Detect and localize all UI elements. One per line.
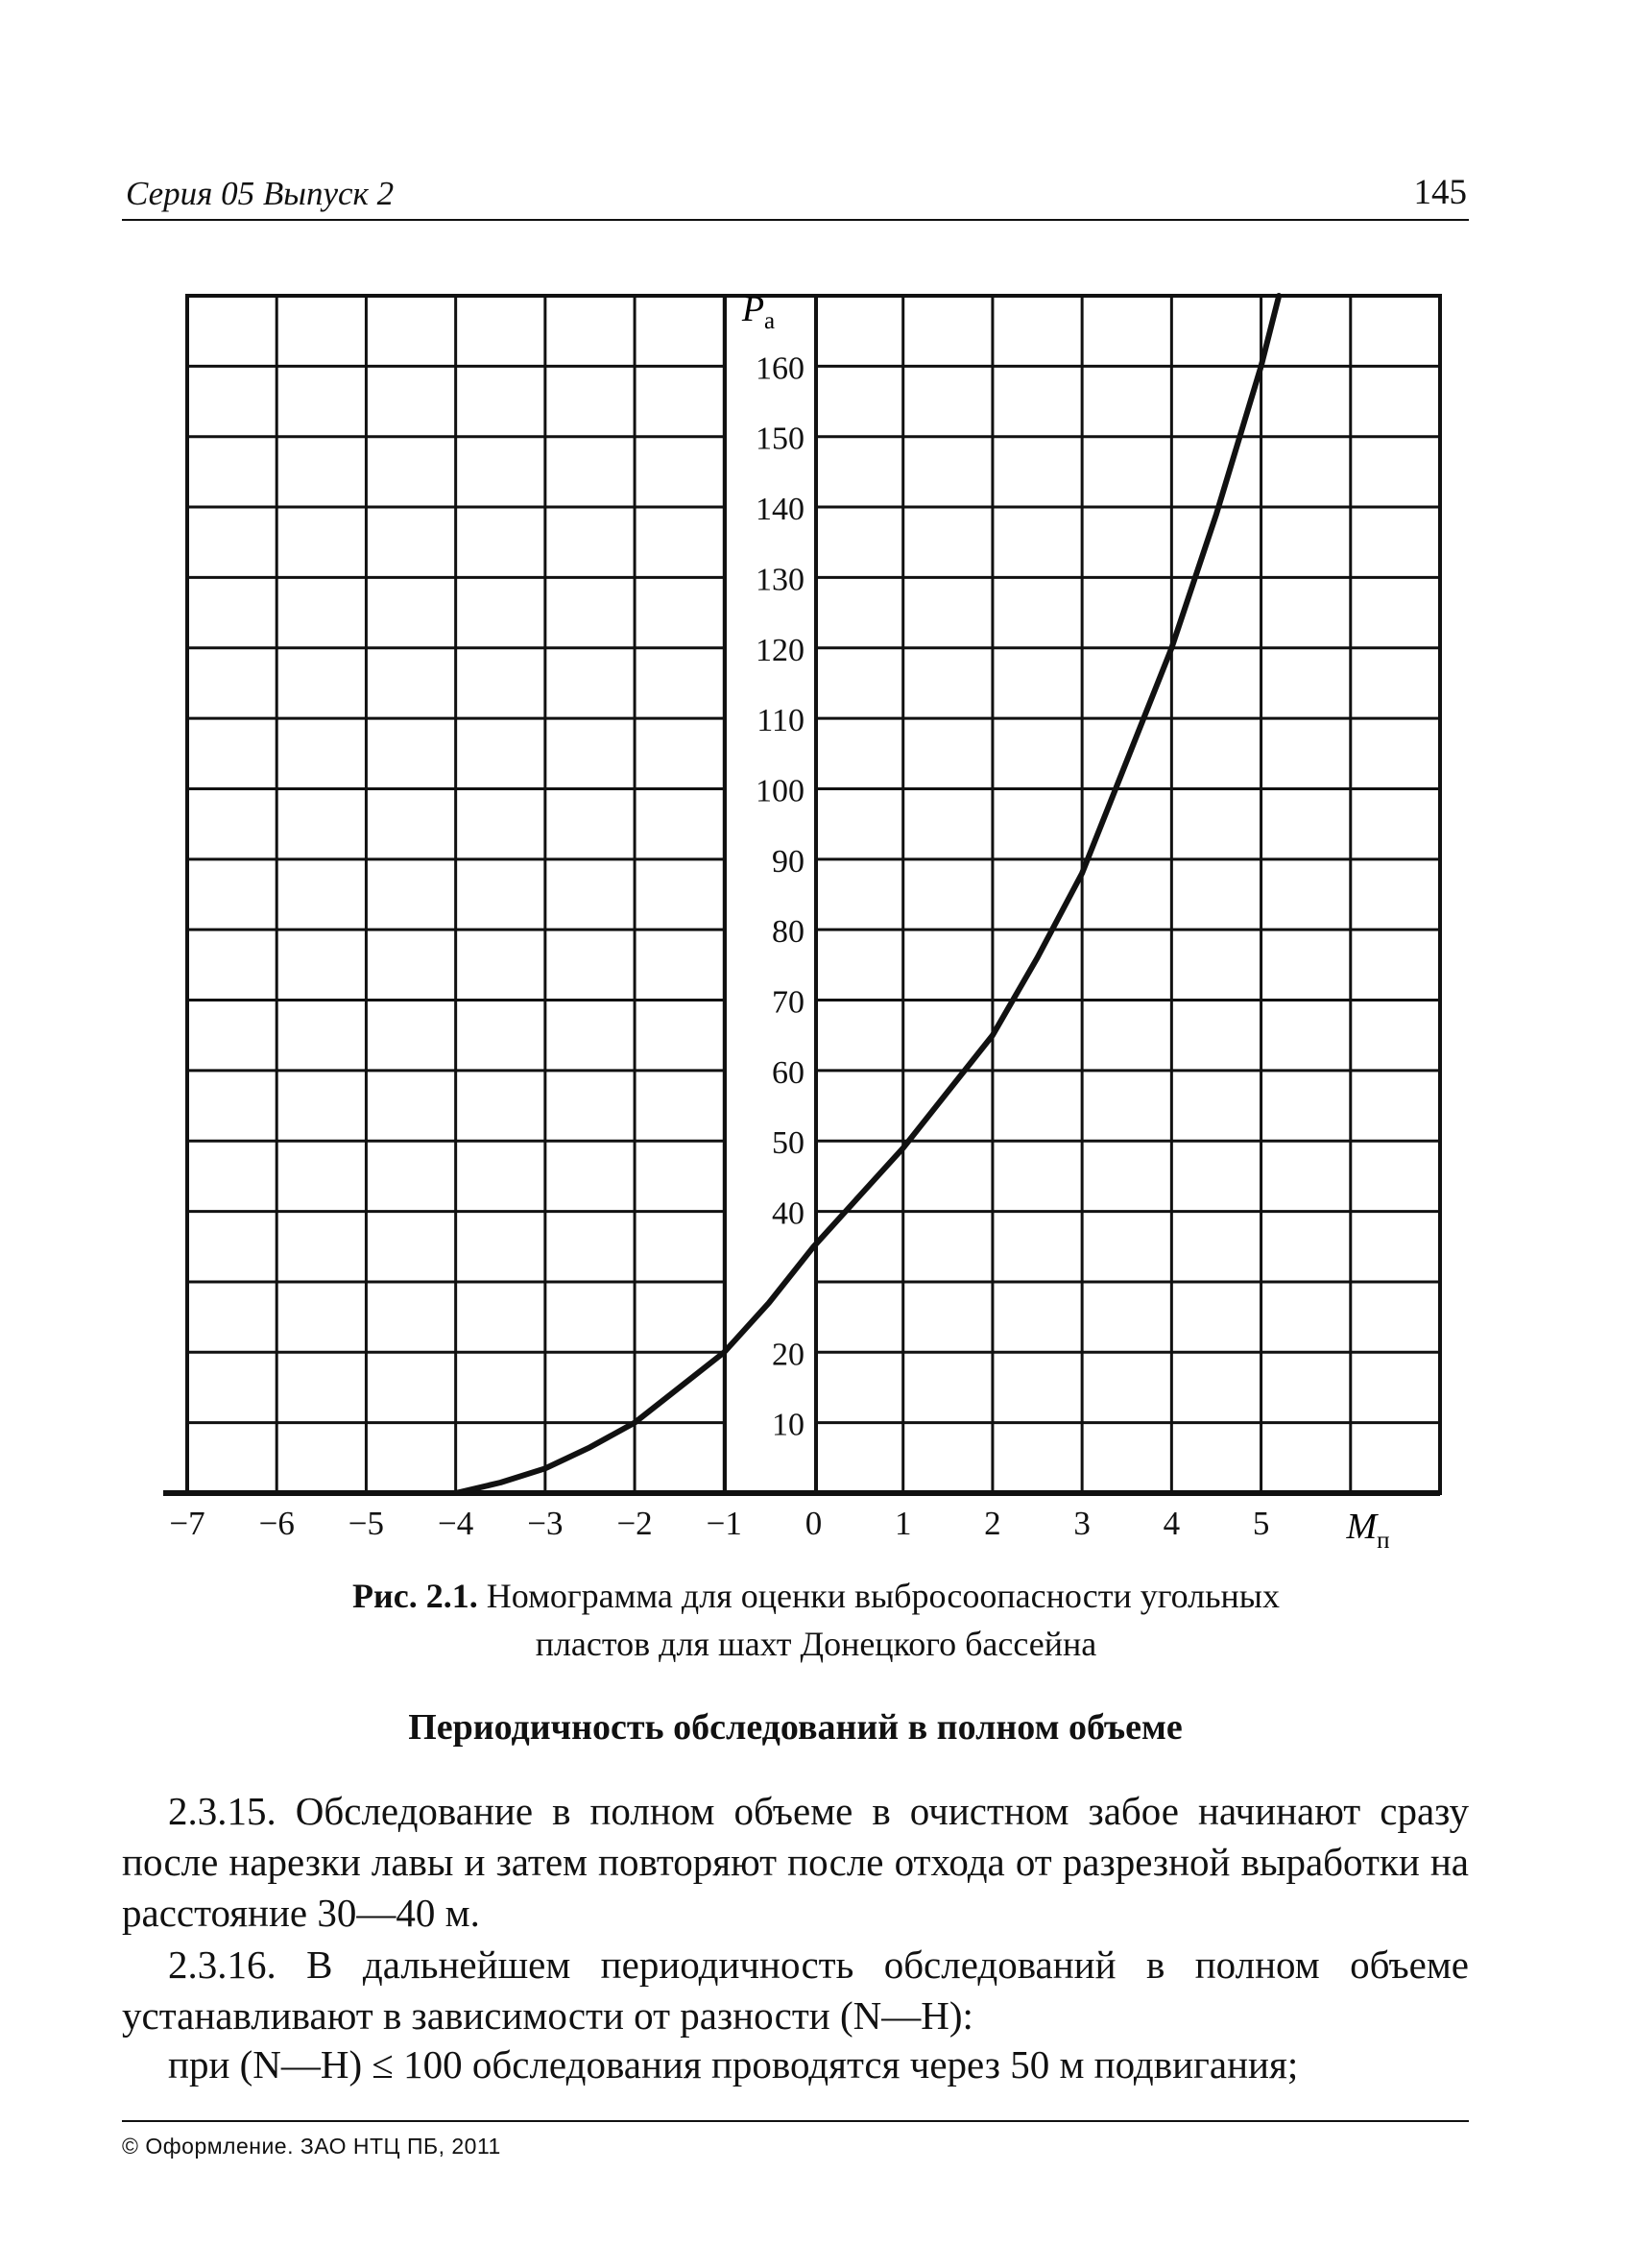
caption-text-1: Номограмма для оценки выбросоопасности угольных [477, 1577, 1280, 1615]
y-tick-label: 90 [772, 843, 804, 880]
caption-line-2: пластов для шахт Донецкого бассейна [535, 1625, 1097, 1663]
x-tick-label: −6 [258, 1505, 295, 1542]
y-axis-title: $P_а$ [741, 289, 776, 334]
x-tick-label: 5 [1252, 1505, 1270, 1542]
x-tick-label: −3 [527, 1505, 564, 1542]
footer-divider [122, 2120, 1469, 2122]
paragraph-2-3-15: 2.3.15. Обследование в полном объеме в очистном забое начинают сразу после нарезки лавы и затем повторяют после отхода от разрезной выработки на расстояние 30—40 м. [122, 1789, 1469, 1935]
paragraph-2-3-16: 2.3.16. В дальнейшем периодичность обследований в полном объеме устанавливают в зависимости от разности (N—H): [122, 1942, 1469, 2038]
chart-grid [163, 296, 1440, 1493]
y-tick-label: 10 [772, 1407, 804, 1443]
y-tick-label: 20 [772, 1337, 804, 1373]
footer-copyright: © Оформление. ЗАО НТЦ ПБ, 2011 [122, 2134, 501, 2159]
y-tick-label: 130 [756, 562, 804, 598]
y-tick-label: 150 [756, 421, 804, 457]
x-tick-label: −2 [616, 1505, 653, 1542]
section-title: Периодичность обследований в полном объеме [408, 1707, 1183, 1748]
nomogram-curve [456, 296, 1280, 1493]
y-tick-label: 50 [772, 1125, 804, 1162]
x-tick-label: −5 [348, 1505, 385, 1542]
x-tick-label: 3 [1073, 1505, 1091, 1542]
data-series [456, 296, 1280, 1493]
x-tick-label: 0 [804, 1505, 823, 1542]
y-tick-label: 160 [756, 350, 804, 387]
y-tick-label: 40 [772, 1195, 804, 1232]
figure-label: Рис. 2.1. [352, 1577, 478, 1615]
x-tick-label: −7 [169, 1505, 205, 1542]
x-axis-title: $M_п$ [1346, 1507, 1390, 1554]
y-tick-label: 100 [756, 773, 804, 809]
y-tick-label: 120 [756, 632, 804, 668]
y-tick-label: 80 [772, 914, 804, 951]
x-tick-label: −1 [706, 1505, 742, 1542]
y-tick-label: 70 [772, 984, 804, 1021]
figure-caption [182, 1572, 1450, 1668]
x-tick-label: 1 [894, 1505, 912, 1542]
series-title: Серия 05 Выпуск 2 [126, 175, 395, 212]
x-axis-tick-labels [169, 1505, 1269, 1542]
page-number: 145 [1413, 173, 1467, 212]
y-tick-label: 110 [756, 703, 804, 739]
y-label-strip [727, 298, 814, 1491]
x-tick-label: 4 [1163, 1505, 1181, 1542]
y-tick-label: 140 [756, 492, 804, 528]
paragraph-condition: при (N—H) ≤ 100 обследования проводятся через 50 м подвигания; [168, 2042, 1299, 2087]
x-tick-label: −4 [438, 1505, 474, 1542]
caption-line-1 [182, 1572, 1450, 1620]
x-tick-label: 2 [984, 1505, 1001, 1542]
y-tick-label: 60 [772, 1054, 804, 1091]
